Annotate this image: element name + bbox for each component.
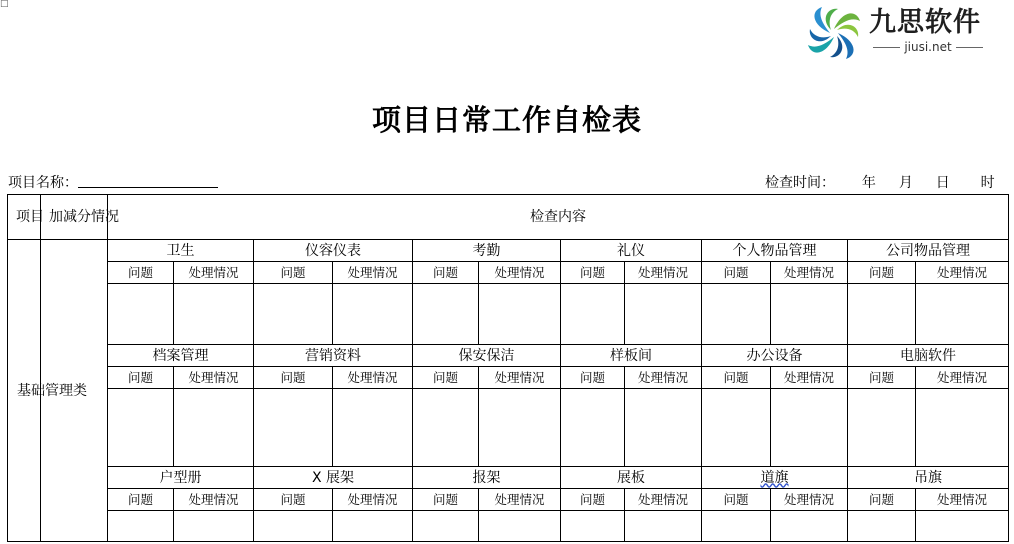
entry-cell[interactable]	[174, 284, 254, 345]
entry-cell[interactable]	[625, 511, 702, 542]
project-name-blank[interactable]	[78, 174, 218, 188]
entry-row-2	[8, 389, 1009, 467]
category-cell: 考勤	[413, 240, 561, 262]
issue-header: 问题	[108, 367, 174, 389]
issue-header: 问题	[848, 367, 916, 389]
subheader-row-3	[8, 489, 1009, 511]
entry-cell[interactable]	[479, 389, 561, 467]
entry-cell[interactable]	[702, 511, 771, 542]
handling-header: 处理情况	[771, 367, 848, 389]
logo-swirl-icon	[803, 4, 865, 62]
entry-cell[interactable]	[333, 511, 413, 542]
handling-header: 处理情况	[479, 367, 561, 389]
handling-header: 处理情况	[625, 367, 702, 389]
handling-header: 处理情况	[916, 367, 1009, 389]
category-cell: 仪容仪表	[254, 240, 413, 262]
category-row-1	[8, 240, 1009, 262]
category-label-flag: 道旗	[760, 469, 789, 486]
entry-cell[interactable]	[413, 389, 479, 467]
category-basic: 基础管理类	[8, 240, 41, 542]
header-score: 加减分情况	[41, 195, 108, 240]
category-cell: X 展架	[254, 467, 413, 489]
subheader-row-2	[8, 367, 1009, 389]
handling-header: 处理情况	[174, 489, 254, 511]
issue-header: 问题	[254, 367, 333, 389]
date-unit-hour: 时	[980, 175, 995, 191]
issue-header: 问题	[848, 489, 916, 511]
header-row	[8, 195, 1009, 240]
entry-cell[interactable]	[561, 511, 625, 542]
category-cell: 户型册	[108, 467, 254, 489]
category-cell: 吊旗	[848, 467, 1009, 489]
entry-cell[interactable]	[479, 511, 561, 542]
handling-header: 处理情况	[479, 489, 561, 511]
entry-cell[interactable]	[848, 284, 916, 345]
category-cell: 报架	[413, 467, 561, 489]
inspection-time-label: 检查时间：	[765, 175, 835, 191]
issue-header: 问题	[702, 262, 771, 284]
entry-cell[interactable]	[413, 284, 479, 345]
date-unit-year: 年	[861, 175, 876, 191]
issue-header: 问题	[413, 367, 479, 389]
entry-cell[interactable]	[625, 284, 702, 345]
issue-header: 问题	[702, 367, 771, 389]
handling-header: 处理情况	[333, 489, 413, 511]
entry-cell[interactable]	[333, 284, 413, 345]
entry-cell[interactable]	[702, 284, 771, 345]
category-cell: 保安保洁	[413, 345, 561, 367]
header-item: 项目	[8, 195, 41, 240]
handling-header: 处理情况	[916, 262, 1009, 284]
issue-header: 问题	[254, 489, 333, 511]
inspection-table	[7, 194, 1009, 542]
category-cell: 营销资料	[254, 345, 413, 367]
category-cell: 办公设备	[702, 345, 848, 367]
issue-header: 问题	[413, 489, 479, 511]
category-cell	[702, 467, 848, 489]
date-unit-day: 日	[935, 175, 950, 191]
entry-cell[interactable]	[254, 511, 333, 542]
corner-mark: □	[0, 0, 9, 9]
handling-header: 处理情况	[333, 367, 413, 389]
issue-header: 问题	[702, 489, 771, 511]
handling-header: 处理情况	[333, 262, 413, 284]
issue-header: 问题	[561, 262, 625, 284]
issue-header: 问题	[108, 489, 174, 511]
entry-cell[interactable]	[108, 389, 174, 467]
entry-cell[interactable]	[916, 389, 1009, 467]
handling-header: 处理情况	[625, 489, 702, 511]
entry-cell[interactable]	[848, 511, 916, 542]
handling-header: 处理情况	[771, 262, 848, 284]
entry-cell[interactable]	[254, 284, 333, 345]
issue-header: 问题	[848, 262, 916, 284]
entry-cell[interactable]	[479, 284, 561, 345]
handling-header: 处理情况	[625, 262, 702, 284]
category-cell: 公司物品管理	[848, 240, 1009, 262]
date-unit-month: 月	[898, 175, 913, 191]
issue-header: 问题	[561, 489, 625, 511]
category-row-2	[8, 345, 1009, 367]
handling-header: 处理情况	[771, 489, 848, 511]
handling-header: 处理情况	[916, 489, 1009, 511]
entry-cell[interactable]	[254, 389, 333, 467]
entry-row-1	[8, 284, 1009, 345]
subheader-row-1	[8, 262, 1009, 284]
header-content: 检查内容	[108, 195, 1009, 240]
entry-cell[interactable]	[625, 389, 702, 467]
entry-row-3	[8, 511, 1009, 542]
issue-header: 问题	[413, 262, 479, 284]
entry-cell[interactable]	[916, 511, 1009, 542]
category-cell: 展板	[561, 467, 702, 489]
entry-cell[interactable]	[771, 511, 848, 542]
category-cell: 卫生	[108, 240, 254, 262]
category-cell: 电脑软件	[848, 345, 1009, 367]
handling-header: 处理情况	[174, 262, 254, 284]
handling-header: 处理情况	[479, 262, 561, 284]
entry-cell[interactable]	[771, 389, 848, 467]
entry-cell[interactable]	[413, 511, 479, 542]
issue-header: 问题	[561, 367, 625, 389]
issue-header: 问题	[108, 262, 174, 284]
handling-header: 处理情况	[174, 367, 254, 389]
entry-cell[interactable]	[916, 284, 1009, 345]
company-logo	[803, 4, 993, 62]
logo-name: 九思软件	[869, 7, 981, 38]
project-name-label: 项目名称：	[8, 175, 78, 191]
entry-cell[interactable]	[174, 511, 254, 542]
document-title: 项目日常工作自检表	[371, 103, 642, 137]
entry-cell[interactable]	[108, 511, 174, 542]
category-cell: 样板间	[561, 345, 702, 367]
project-name-field	[8, 174, 218, 192]
category-row-3	[8, 467, 1009, 489]
entry-cell[interactable]	[108, 284, 174, 345]
entry-cell[interactable]	[561, 284, 625, 345]
category-cell: 个人物品管理	[702, 240, 848, 262]
issue-header: 问题	[254, 262, 333, 284]
entry-cell[interactable]	[702, 389, 771, 467]
entry-cell[interactable]	[848, 389, 916, 467]
logo-domain: jiusi.net	[873, 40, 983, 54]
entry-cell[interactable]	[174, 389, 254, 467]
entry-cell[interactable]	[333, 389, 413, 467]
entry-cell[interactable]	[561, 389, 625, 467]
inspection-time-field	[765, 174, 995, 192]
entry-cell[interactable]	[771, 284, 848, 345]
category-cell: 档案管理	[108, 345, 254, 367]
category-cell: 礼仪	[561, 240, 702, 262]
